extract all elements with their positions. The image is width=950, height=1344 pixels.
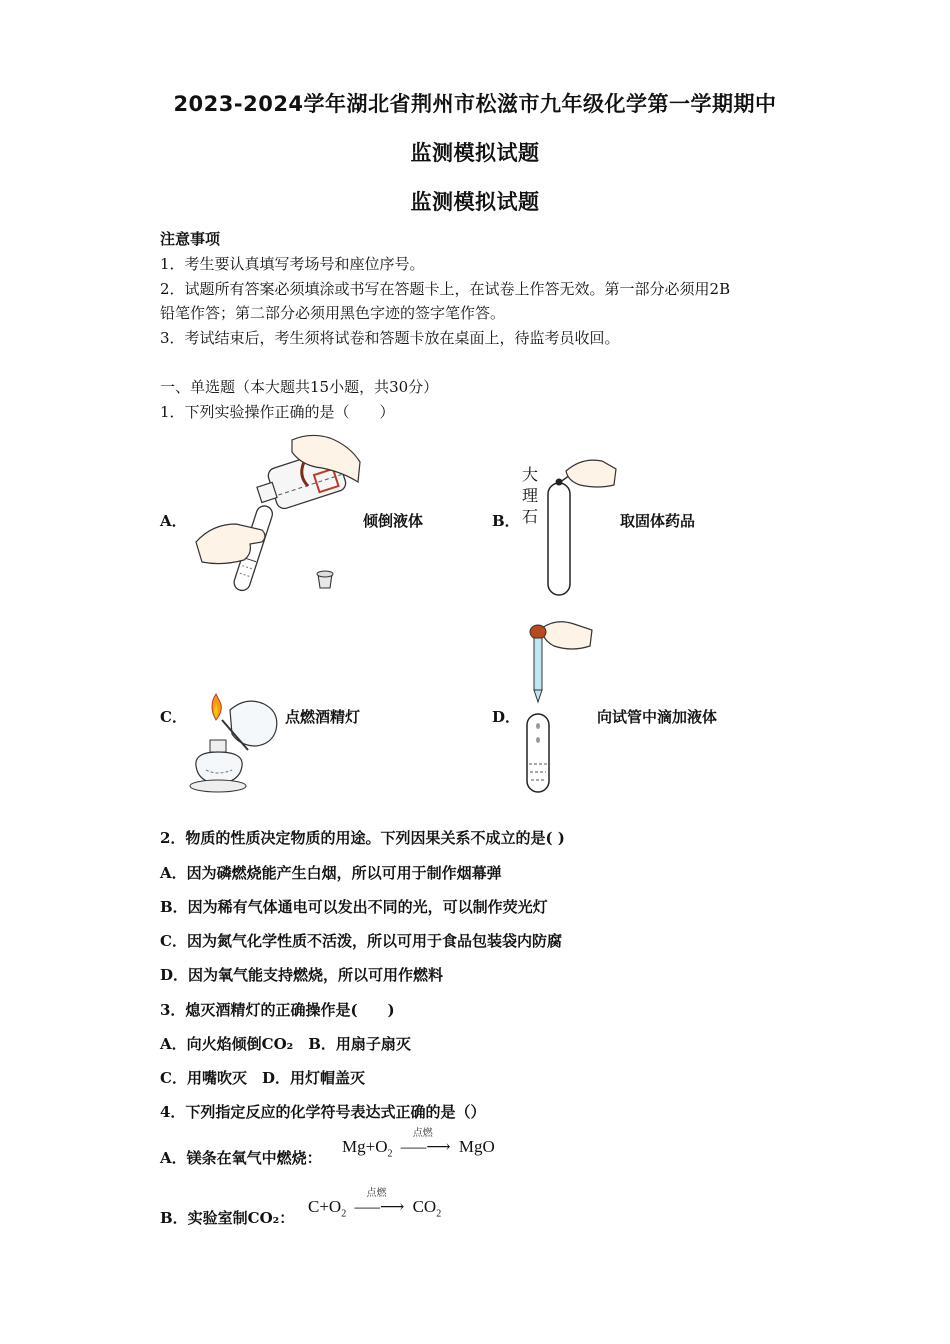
section-heading: 一、单选题（本大题共15小题，共30分） [160,378,439,396]
notice-item: 3．考试结束后，考生须将试卷和答题卡放在桌面上，待监考员收回。 [160,329,620,347]
question-2-option: C．因为氮气化学性质不活泼，所以可用于食品包装袋内防腐 [160,932,562,950]
equation-a [342,1128,495,1160]
page-title: 2023-2024学年湖北省荆州市松滋市九年级化学第一学期期中 [173,92,777,116]
question-2-option: B．因为稀有气体通电可以发出不同的光，可以制作荧光灯 [160,898,548,916]
equation-b-product: CO [412,1197,437,1216]
marble-label [522,464,538,527]
notice-heading: 注意事项 [160,230,221,248]
reaction-condition: 点燃 [366,1188,387,1199]
question-2-stem: 2．物质的性质决定物质的用途。下列因果关系不成立的是( ) [160,829,565,847]
page-subtitle-repeat: 监测模拟试题 [410,190,540,214]
subscript: 2 [436,1208,442,1220]
reaction-arrow: 点燃 –––⟶ [401,1137,451,1157]
subscript: 2 [387,1148,393,1160]
solid-drug-illustration [540,455,620,600]
option-letter-b: B． [492,512,520,530]
question-2-option: D．因为氧气能支持燃烧，所以可用作燃料 [160,966,444,984]
option-letter-c: C． [160,708,187,726]
page-subtitle: 监测模拟试题 [410,141,540,165]
equation-b-reactants: C+O [308,1197,342,1216]
notice-item: 2．试题所有答案必须填涂或书写在答题卡上，在试卷上作答无效。第一部分必须用2B [160,280,731,298]
notice-item: 1．考生要认真填写考场号和座位序号。 [160,255,425,273]
question-4-stem: 4．下列指定反应的化学符号表达式正确的是（） [160,1103,486,1121]
dropper-illustration [520,618,595,796]
question-3-stem: 3．熄灭酒精灯的正确操作是( ) [160,1001,395,1019]
pour-liquid-illustration [192,432,362,598]
option-caption-a: 倾倒液体 [363,512,424,530]
alcohol-lamp-illustration [186,690,286,796]
option-caption-d: 向试管中滴加液体 [597,708,718,726]
question-3-options-row: A．向火焰倾倒CO₂ B．用扇子扇灭 [160,1035,411,1053]
reaction-arrow: 点燃 –––⟶ [354,1197,404,1217]
question-4-option-b-label: B．实验室制CO₂： [160,1209,295,1227]
option-caption-c: 点燃酒精灯 [285,708,361,726]
equation-a-product: MgO [458,1137,495,1156]
notice-item: 铅笔作答；第二部分必须用黑色字迹的签字笔作答。 [160,304,506,322]
option-caption-b: 取固体药品 [620,512,696,530]
question-4-option-a-label: A．镁条在氧气中燃烧： [160,1149,322,1167]
marble-label-char: 大 [522,465,539,484]
equation-b [308,1188,442,1220]
question-1-stem: 1．下列实验操作正确的是（ ） [160,403,395,421]
reaction-condition: 点燃 [412,1128,433,1139]
option-letter-a: A． [160,512,187,530]
option-letter-d: D． [492,708,521,726]
question-3-options-row: C．用嘴吹灭 D．用灯帽盖灭 [160,1069,365,1087]
equation-a-reactants: Mg+O [342,1137,388,1156]
marble-label-char: 理 [522,486,539,505]
marble-label-char: 石 [522,507,539,526]
question-2-option: A．因为磷燃烧能产生白烟，所以可用于制作烟幕弹 [160,864,502,882]
subscript: 2 [341,1208,347,1220]
